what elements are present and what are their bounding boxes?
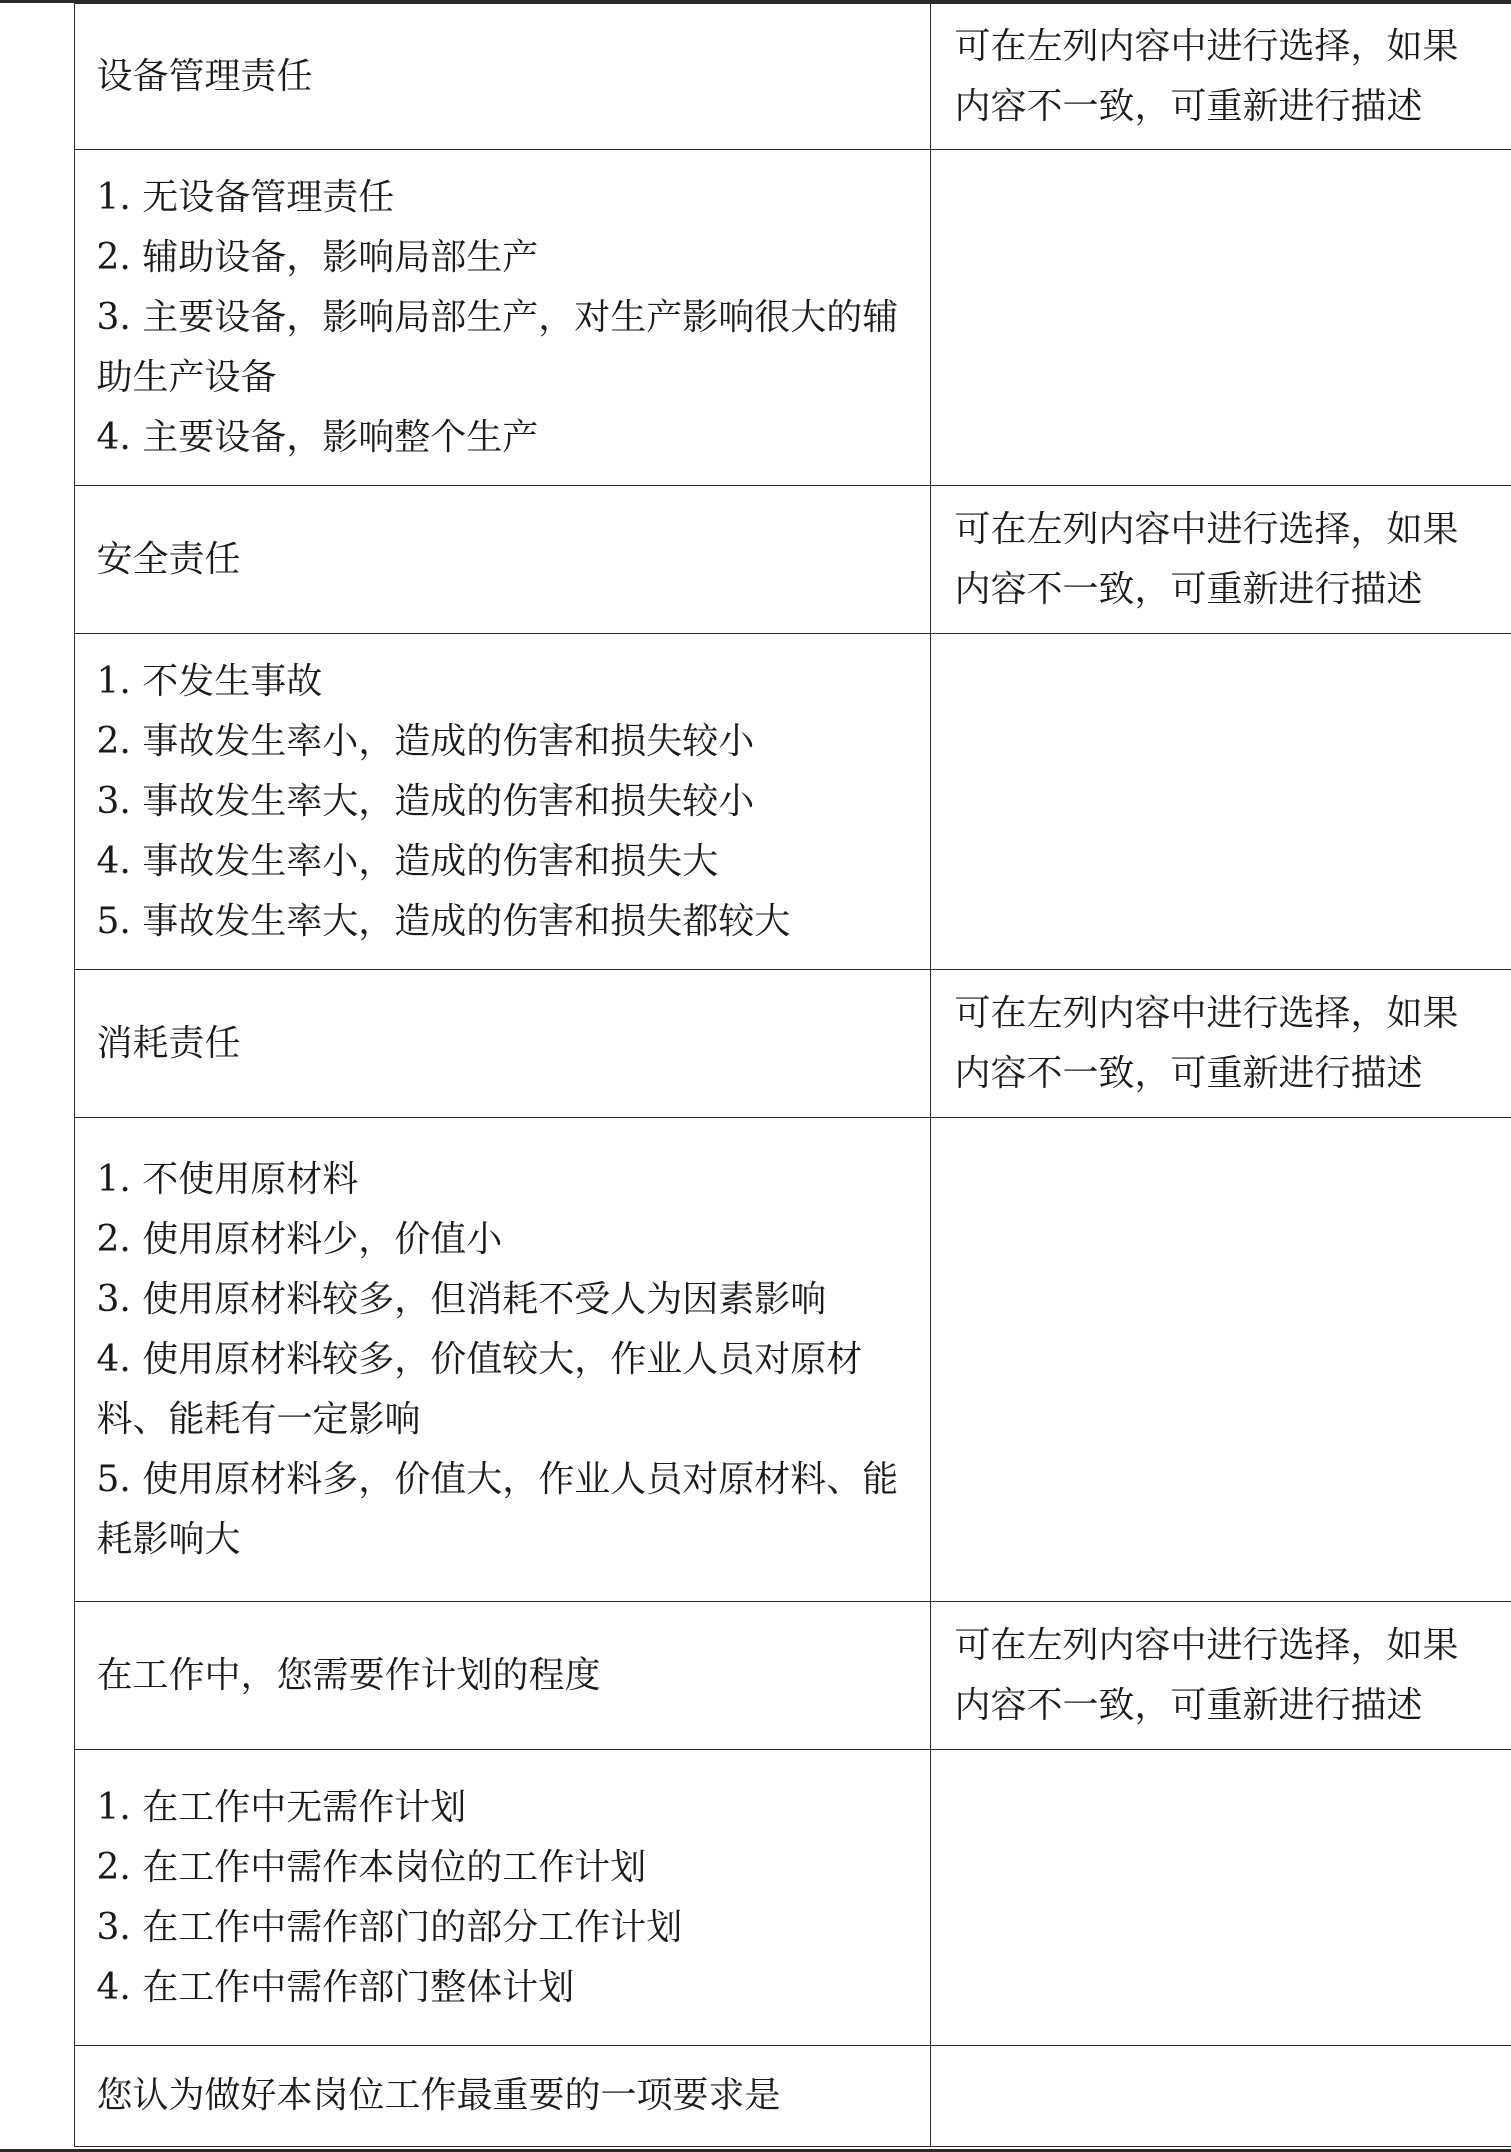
options-cell bbox=[74, 150, 930, 486]
section-options-row bbox=[0, 150, 1511, 486]
section-note: 可在左列内容中进行选择，如果内容不一致，可重新进行描述 bbox=[954, 1624, 1459, 1726]
left-margin-column bbox=[0, 4, 74, 2147]
section-note-cell bbox=[930, 4, 1511, 150]
section-note: 可在左列内容中进行选择，如果内容不一致，可重新进行描述 bbox=[954, 508, 1459, 610]
options-list bbox=[75, 1150, 930, 1570]
section-note-cell bbox=[930, 486, 1511, 634]
option-item: 2. 事故发生率小，造成的伤害和损失较小 bbox=[96, 720, 755, 762]
option-item: 5. 使用原材料多，价值大，作业人员对原材料、能耗影响大 bbox=[96, 1458, 899, 1560]
section-header-row bbox=[0, 970, 1511, 1118]
option-item: 3. 在工作中需作部门的部分工作计划 bbox=[96, 1906, 683, 1948]
final-question: 您认为做好本岗位工作最重要的一项要求是 bbox=[96, 2075, 781, 2116]
section-options-row bbox=[0, 1750, 1511, 2046]
section-options-row bbox=[0, 1118, 1511, 1602]
option-item: 4. 在工作中需作部门整体计划 bbox=[96, 1966, 575, 2008]
options-list bbox=[75, 652, 930, 952]
option-item: 3. 事故发生率大，造成的伤害和损失较小 bbox=[96, 780, 755, 822]
option-item: 1. 无设备管理责任 bbox=[96, 176, 395, 218]
option-item: 5. 事故发生率大，造成的伤害和损失都较大 bbox=[96, 900, 791, 942]
options-cell bbox=[74, 634, 930, 970]
options-list bbox=[75, 1778, 930, 2018]
section-note-cell bbox=[930, 1602, 1511, 1750]
option-item: 2. 辅助设备，影响局部生产 bbox=[96, 236, 539, 278]
options-list bbox=[75, 168, 930, 468]
section-title-cell bbox=[74, 4, 930, 150]
final-question-row bbox=[0, 2046, 1511, 2147]
section-header-row bbox=[0, 1602, 1511, 1750]
answer-cell[interactable] bbox=[930, 634, 1511, 970]
section-title-cell bbox=[74, 970, 930, 1118]
section-title: 安全责任 bbox=[96, 538, 241, 580]
option-item: 4. 主要设备，影响整个生产 bbox=[96, 416, 539, 458]
answer-cell[interactable] bbox=[930, 150, 1511, 486]
option-item: 4. 事故发生率小，造成的伤害和损失大 bbox=[96, 840, 719, 882]
answer-cell[interactable] bbox=[930, 1118, 1511, 1602]
section-header-row bbox=[0, 486, 1511, 634]
option-item: 1. 不使用原材料 bbox=[96, 1158, 359, 1200]
option-item: 1. 在工作中无需作计划 bbox=[96, 1786, 467, 1828]
option-item: 3. 主要设备，影响局部生产，对生产影响很大的辅助生产设备 bbox=[96, 296, 899, 398]
section-title-cell bbox=[74, 486, 930, 634]
section-note: 可在左列内容中进行选择，如果内容不一致，可重新进行描述 bbox=[954, 992, 1459, 1094]
job-evaluation-table bbox=[0, 3, 1511, 2147]
options-cell bbox=[74, 1118, 930, 1602]
section-title: 在工作中，您需要作计划的程度 bbox=[96, 1654, 601, 1696]
options-cell bbox=[74, 1750, 930, 2046]
section-options-row bbox=[0, 634, 1511, 970]
section-note: 可在左列内容中进行选择，如果内容不一致，可重新进行描述 bbox=[954, 25, 1459, 127]
option-item: 2. 使用原材料少，价值小 bbox=[96, 1218, 503, 1260]
option-item: 3. 使用原材料较多，但消耗不受人为因素影响 bbox=[96, 1278, 827, 1320]
section-note-cell bbox=[930, 970, 1511, 1118]
section-title: 消耗责任 bbox=[96, 1022, 241, 1064]
answer-cell[interactable] bbox=[930, 1750, 1511, 2046]
option-item: 1. 不发生事故 bbox=[96, 660, 323, 702]
option-item: 2. 在工作中需作本岗位的工作计划 bbox=[96, 1846, 647, 1888]
section-header-row bbox=[0, 4, 1511, 150]
option-item: 4. 使用原材料较多，价值较大，作业人员对原材料、能耗有一定影响 bbox=[96, 1338, 863, 1440]
answer-cell[interactable] bbox=[930, 2046, 1511, 2147]
final-question-cell bbox=[74, 2046, 930, 2147]
section-title-cell bbox=[74, 1602, 930, 1750]
section-title: 设备管理责任 bbox=[96, 55, 313, 97]
